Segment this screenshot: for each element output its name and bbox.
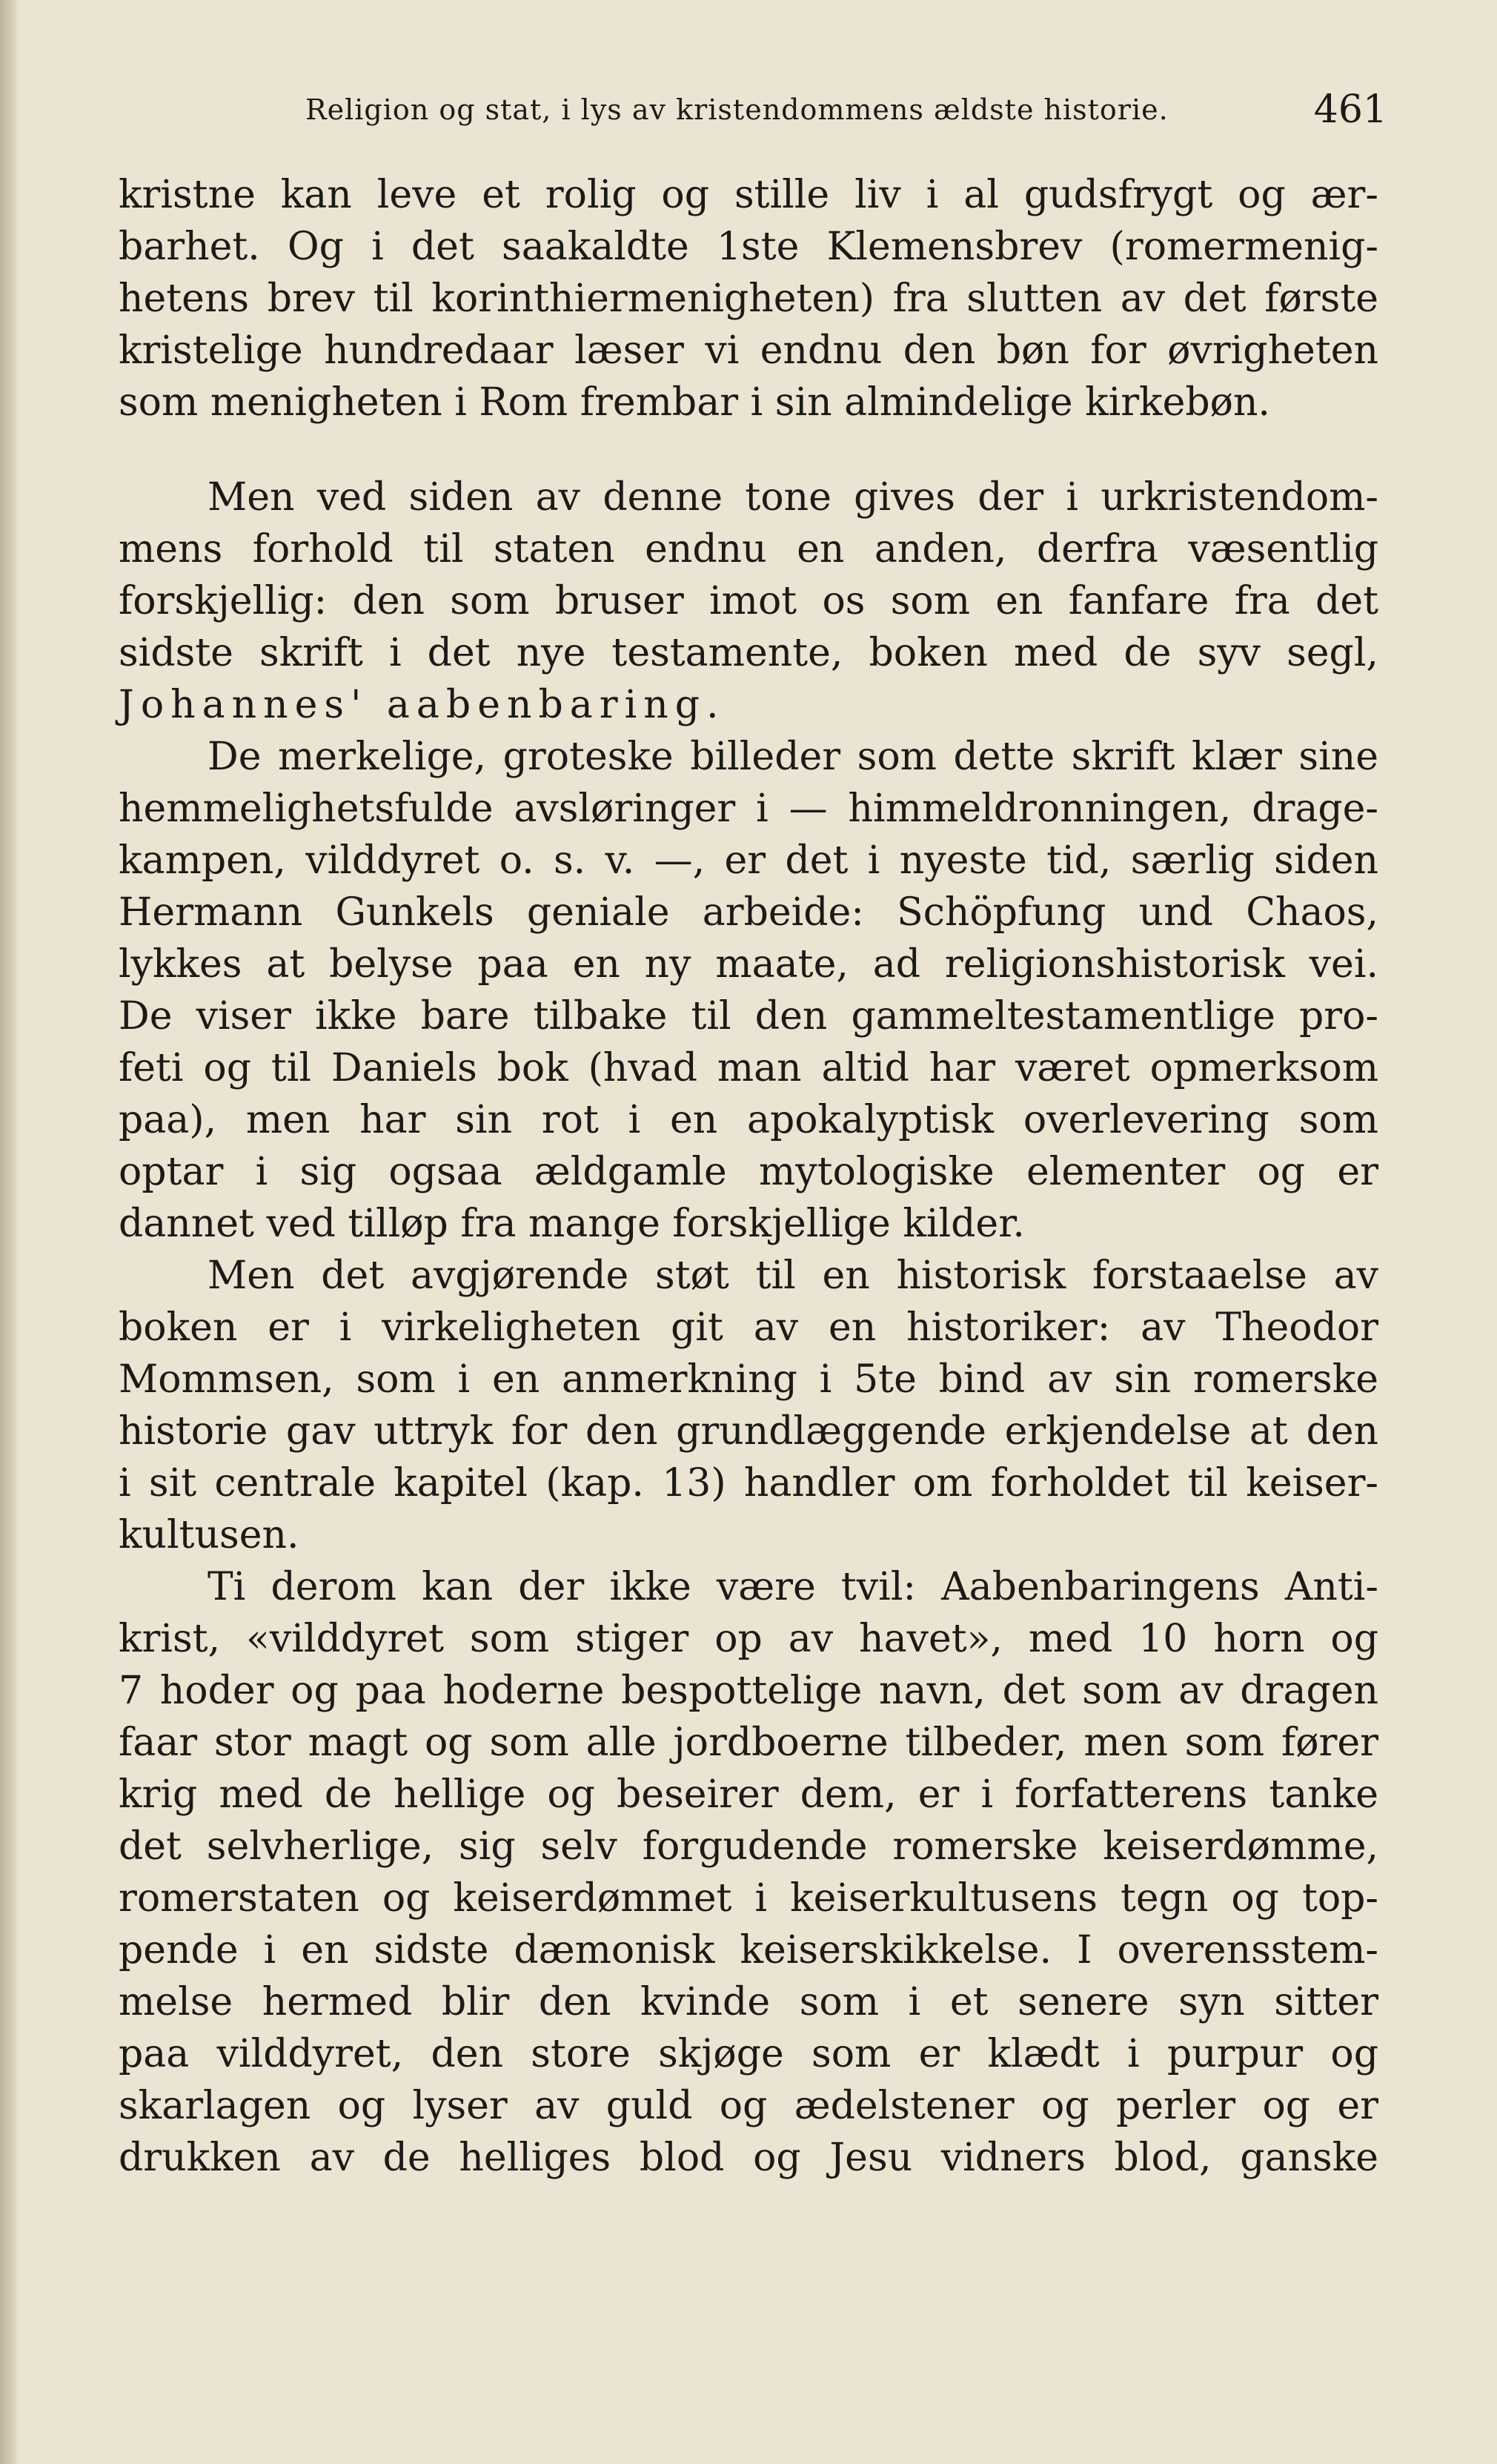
text-line: paa), men har sin rot i en apokalyptisk overlevering som	[119, 1098, 1378, 1142]
text-line: feti og til Daniels bok (hvad man altid har været opmerksom	[119, 1046, 1378, 1090]
text-line: krist, «vilddyret som stiger op av havet», med 10 horn og	[119, 1617, 1378, 1661]
text-line: det selvherlige, sig selv forgudende romerske keiserdømme,	[119, 1824, 1378, 1869]
text-line: 7 hoder og paa hoderne bespottelige navn, det som av dragen	[119, 1669, 1378, 1713]
page-body	[119, 169, 1378, 2184]
text-line: faar stor magt og som alle jordboerne tilbeder, men som fører	[119, 1721, 1378, 1765]
text-line: Mommsen, som i en anmerkning i 5te bind av sin romerske	[119, 1357, 1378, 1402]
text-line: romerstaten og keiserdømmet i keiserkultusens tegn og top-	[119, 1876, 1378, 1921]
text-line: boken er i virkeligheten git av en historiker: av Theodor	[119, 1305, 1378, 1350]
text-line: historie gav uttryk for den grundlæggende erkjendelse at den	[119, 1409, 1378, 1454]
text-line: forskjellig: den som bruser imot os som en fanfare fra det	[119, 579, 1378, 623]
page-number: 461	[1313, 87, 1387, 132]
text-line: optar i sig ogsaa ældgamle mytologiske elementer og er	[119, 1150, 1378, 1194]
text-line: Ti derom kan der ikke være tvil: Aabenbaringens Anti-	[208, 1565, 1378, 1609]
text-line: lykkes at belyse paa en ny maate, ad religionshistorisk vei.	[119, 942, 1378, 987]
page-header	[305, 87, 1387, 154]
text-line: mens forhold til staten endnu en anden, derfra væsentlig	[119, 527, 1378, 572]
text-line: De viser ikke bare tilbake til den gammeltestamentlige pro-	[119, 994, 1378, 1039]
text-line: Johannes' aabenbaring.	[119, 683, 726, 727]
text-line: pende i en sidste dæmonisk keiserskikkelse. I overensstem-	[119, 1928, 1378, 1973]
text-line: krig med de hellige og beseirer dem, er i forfatterens tanke	[119, 1772, 1378, 1817]
text-line: kristne kan leve et rolig og stille liv i al gudsfrygt og ær-	[119, 173, 1378, 217]
text-line: skarlagen og lyser av guld og ædelstener og perler og er	[119, 2084, 1378, 2128]
page-spine-shadow	[0, 0, 19, 2464]
text-line: kristelige hundredaar læser vi endnu den bøn for øvrigheten	[119, 328, 1378, 373]
text-line: kampen, vilddyret o. s. v. —, er det i nyeste tid, særlig siden	[119, 838, 1378, 883]
text-line: melse hermed blir den kvinde som i et senere syn sitter	[119, 1980, 1378, 2024]
text-line: hetens brev til korinthiermenigheten) fra slutten av det første	[119, 276, 1378, 321]
paragraph-gap	[119, 428, 1378, 471]
text-line: barhet. Og i det saakaldte 1ste Klemensbrev (romermenig-	[119, 225, 1378, 269]
text-line: paa vilddyret, den store skjøge som er klædt i purpur og	[119, 2032, 1378, 2076]
text-line: som menigheten i Rom frembar i sin almindelige kirkebøn.	[119, 380, 1270, 425]
text-line: drukken av de helliges blod og Jesu vidners blod, ganske	[119, 2136, 1378, 2180]
text-line: dannet ved tilløp fra mange forskjellige kilder.	[119, 1202, 1025, 1246]
running-title: Religion og stat, i lys av kristendommens ældste historie.	[305, 93, 1169, 126]
text-line: Men det avgjørende støt til en historisk forstaaelse av	[208, 1253, 1378, 1298]
text-line: kultusen.	[119, 1513, 299, 1557]
text-line: hemmelighetsfulde avsløringer i — himmeldronningen, drage-	[119, 786, 1378, 831]
text-line: i sit centrale kapitel (kap. 13) handler om forholdet til keiser-	[119, 1461, 1378, 1506]
text-line: Hermann Gunkels geniale arbeide: Schöpfung und Chaos,	[119, 890, 1378, 935]
text-line: sidste skrift i det nye testamente, boken med de syv segl,	[119, 631, 1378, 675]
text-line: De merkelige, groteske billeder som dette skrift klær sine	[208, 735, 1378, 779]
text-line: Men ved siden av denne tone gives der i urkristendom-	[208, 475, 1378, 520]
